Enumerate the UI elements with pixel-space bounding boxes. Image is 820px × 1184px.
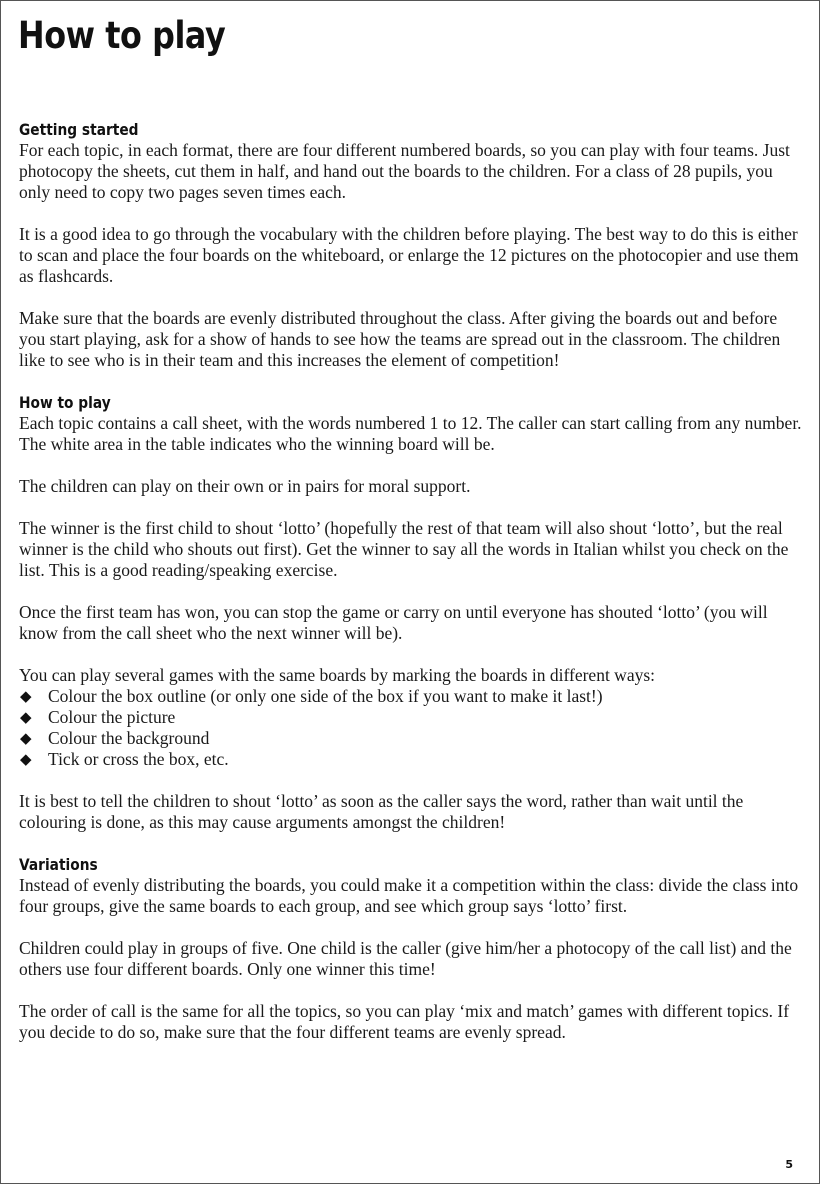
paragraph: Instead of evenly distributing the boards, you could make it a competition within the class: divide the class into four groups, give the same boards to each group, and see which group says ‘lotto’ first.: [19, 875, 799, 916]
paragraph: It is a good idea to go through the vocabulary with the children before playing. The best way to do this is either to scan and place the four boards on the whiteboard, or enlarge the 12 pictures on the photocopier and use them as flashcards.: [19, 224, 799, 286]
list-item: [19, 686, 805, 707]
list-item-text: Colour the picture: [48, 707, 176, 727]
list-item: [19, 749, 805, 770]
paragraph: For each topic, in each format, there are four different numbered boards, so you can play with four teams. Just photocopy the sheets, cut them in half, and hand out the boards to the children. For a class of 28 pupils, you only need to copy two pages seven times each.: [19, 140, 790, 202]
diamond-bullet-icon: ◆: [20, 729, 32, 747]
list-item-text: Colour the background: [48, 728, 210, 748]
section-heading: Variations: [19, 855, 98, 874]
section-getting-started: [19, 119, 805, 371]
bullet-list: [19, 686, 805, 770]
page-title: How to play: [18, 14, 226, 57]
paragraph: The children can play on their own or in pairs for moral support.: [19, 476, 471, 496]
section-heading: Getting started: [19, 120, 139, 139]
list-item: [19, 707, 805, 728]
list-item-text: Colour the box outline (or only one side of the box if you want to make it last!): [48, 686, 603, 706]
list-item-text: Tick or cross the box, etc.: [48, 749, 229, 769]
section-heading: How to play: [19, 393, 111, 412]
section-how-to-play: [19, 392, 805, 833]
paragraph: Each topic contains a call sheet, with the words numbered 1 to 12. The caller can start calling from any number. The white area in the table indicates who the winning board will be.: [19, 413, 802, 454]
paragraph: Once the first team has won, you can stop the game or carry on until everyone has shouted ‘lotto’ (you will know from the call sheet who the next winner will be).: [19, 602, 768, 643]
paragraph: Children could play in groups of five. One child is the caller (give him/her a photocopy of the call list) and the others use four different boards. Only one winner this time!: [19, 938, 792, 979]
paragraph: The order of call is the same for all the topics, so you can play ‘mix and match’ games with different topics. If you decide to do so, make sure that the four different teams are evenly spread.: [19, 1001, 790, 1042]
diamond-bullet-icon: ◆: [20, 687, 32, 705]
diamond-bullet-icon: ◆: [20, 750, 32, 768]
page-number: 5: [785, 1158, 793, 1171]
section-variations: [19, 854, 805, 1043]
paragraph: It is best to tell the children to shout ‘lotto’ as soon as the caller says the word, rather than wait until the colouring is done, as this may cause arguments amongst the children!: [19, 791, 744, 832]
bullet-intro: You can play several games with the same boards by marking the boards in different ways:: [19, 665, 656, 685]
page-content: [19, 119, 805, 1064]
paragraph: Make sure that the boards are evenly distributed throughout the class. After giving the boards out and before you start playing, ask for a show of hands to see how the teams are spread out in the classroom. The children like to see who is in their team and this increases the element of competition!: [19, 308, 781, 370]
paragraph: The winner is the first child to shout ‘lotto’ (hopefully the rest of that team will also shout ‘lotto’, but the real winner is the child who shouts out first). Get the winner to say all the words in Italian whilst you check on the list. This is a good reading/speaking exercise.: [19, 518, 789, 580]
list-item: [19, 728, 805, 749]
diamond-bullet-icon: ◆: [20, 708, 32, 726]
